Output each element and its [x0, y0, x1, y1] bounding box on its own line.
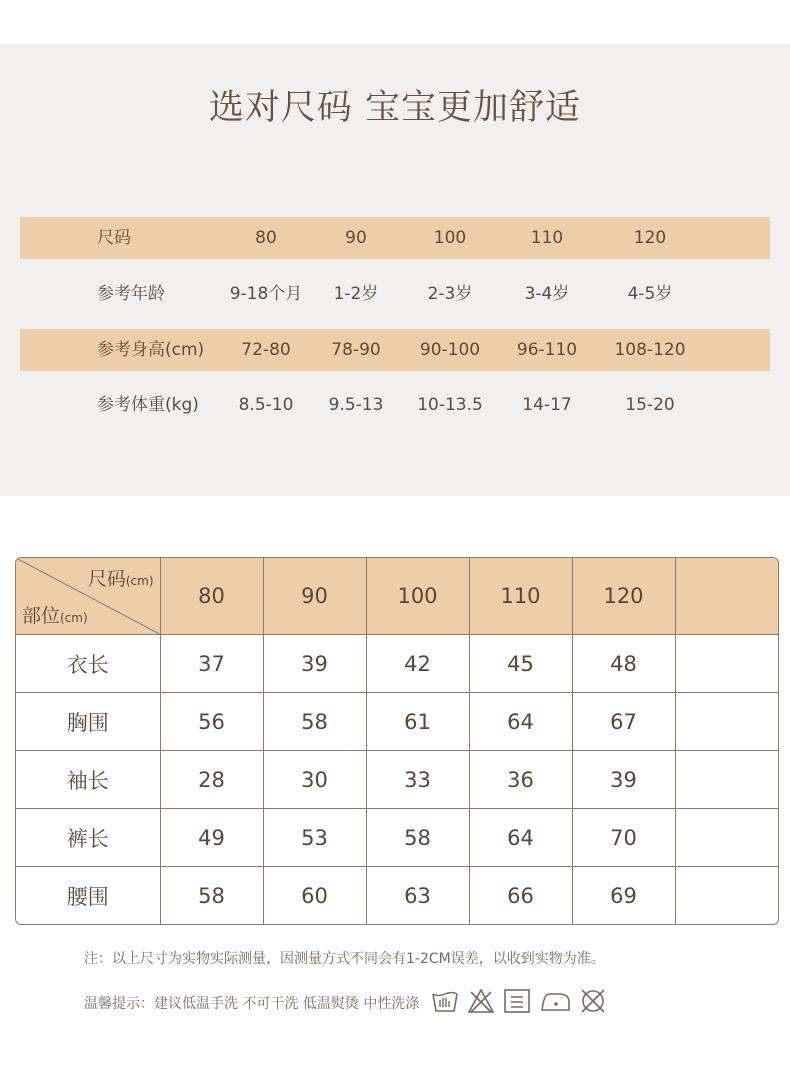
cell: 78-90 [331, 340, 381, 360]
no-bleach-icon [467, 988, 495, 1018]
cell: 9-18个月 [229, 284, 303, 304]
table-row [16, 809, 778, 867]
cell: 48 [572, 635, 675, 693]
reference-row-size [20, 217, 770, 259]
measurement-note: 注：以上尺寸为实物实际测量，因测量方式不同会有1-2CM误差，以收到实物为准。 [84, 951, 605, 967]
cell: 53 [263, 809, 366, 867]
cell: 90 [345, 228, 367, 248]
cell: 9.5-13 [328, 395, 384, 415]
reference-row-weight [20, 384, 770, 426]
cell: 45 [469, 635, 572, 693]
cell [675, 751, 778, 809]
table-row [16, 635, 778, 693]
reference-row-height [20, 329, 770, 371]
cell [675, 635, 778, 693]
cell: 100 [433, 228, 467, 248]
cell: 33 [366, 751, 469, 809]
cell: 66 [469, 867, 572, 925]
care-tips-text: 温馨提示：建议低温手洗 不可干洗 低温熨烫 中性洗涤 [84, 996, 420, 1012]
size-header: 80 [160, 558, 263, 635]
hand-wash-icon [431, 988, 459, 1018]
cell: 58 [263, 693, 366, 751]
part-label: 袖长 [16, 751, 160, 809]
cell: 60 [263, 867, 366, 925]
cell: 14-17 [522, 395, 572, 415]
cell: 67 [572, 693, 675, 751]
cell: 3-4岁 [524, 284, 570, 304]
cell: 120 [633, 228, 667, 248]
cell: 2-3岁 [427, 284, 473, 304]
cell: 69 [572, 867, 675, 925]
size-header [675, 558, 778, 635]
cell: 96-110 [516, 340, 578, 360]
cell: 64 [469, 693, 572, 751]
cell: 10-13.5 [417, 395, 483, 415]
row-label: 尺码 [97, 228, 131, 248]
cell: 15-20 [625, 395, 675, 415]
cell: 49 [160, 809, 263, 867]
cell: 8.5-10 [238, 395, 294, 415]
cell: 58 [160, 867, 263, 925]
corner-header [16, 558, 160, 635]
cell: 108-120 [614, 340, 686, 360]
cell: 39 [263, 635, 366, 693]
cell: 72-80 [241, 340, 291, 360]
care-tips [84, 988, 615, 1018]
cell: 63 [366, 867, 469, 925]
part-label: 胸围 [16, 693, 160, 751]
row-label: 参考身高(cm) [97, 340, 205, 360]
row-label: 参考体重(kg) [97, 395, 199, 415]
reference-row-age [20, 273, 770, 315]
cell: 28 [160, 751, 263, 809]
part-label: 腰围 [16, 867, 160, 925]
care-icons [431, 988, 615, 1018]
measurement-table [15, 557, 779, 925]
table-row [16, 751, 778, 809]
cell: 36 [469, 751, 572, 809]
cell: 37 [160, 635, 263, 693]
low-iron-icon [539, 988, 571, 1018]
cell: 70 [572, 809, 675, 867]
size-header: 110 [469, 558, 572, 635]
cell: 4-5岁 [627, 284, 673, 304]
page-title: 选对尺码 宝宝更加舒适 [208, 88, 582, 128]
cell [675, 809, 778, 867]
no-dry-clean-icon [579, 988, 607, 1018]
row-label: 参考年龄 [97, 284, 165, 304]
cell: 39 [572, 751, 675, 809]
tumble-dry-low-icon [503, 988, 531, 1018]
part-label: 衣长 [16, 635, 160, 693]
cell: 1-2岁 [333, 284, 379, 304]
size-header: 90 [263, 558, 366, 635]
size-header: 120 [572, 558, 675, 635]
cell: 56 [160, 693, 263, 751]
cell: 58 [366, 809, 469, 867]
cell [675, 867, 778, 925]
cell: 61 [366, 693, 469, 751]
cell: 110 [530, 228, 564, 248]
cell: 42 [366, 635, 469, 693]
cell: 64 [469, 809, 572, 867]
corner-size-label: 尺码(cm) [87, 568, 154, 590]
table-row [16, 867, 778, 925]
cell [675, 693, 778, 751]
cell: 30 [263, 751, 366, 809]
cell: 90-100 [419, 340, 481, 360]
size-header: 100 [366, 558, 469, 635]
corner-part-label: 部位(cm) [22, 605, 88, 627]
part-label: 裤长 [16, 809, 160, 867]
cell: 80 [255, 228, 277, 248]
table-row [16, 693, 778, 751]
